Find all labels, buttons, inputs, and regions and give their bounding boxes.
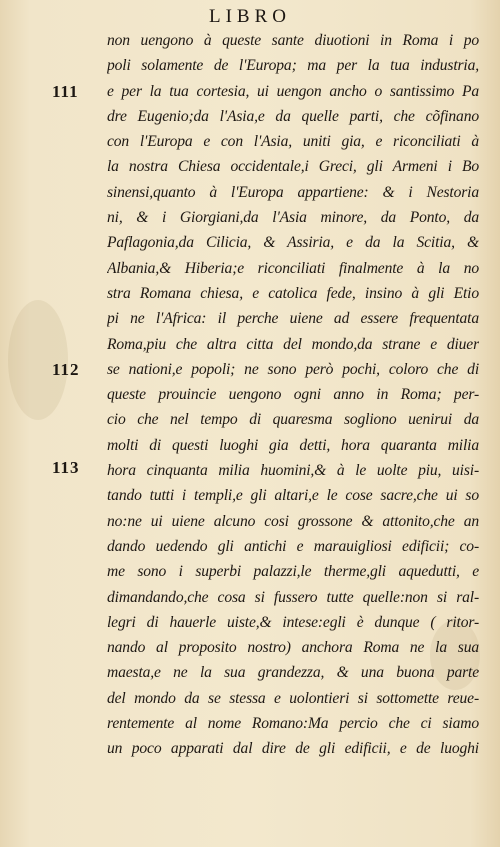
text-line: con l'Europa e con l'Asia, uniti gia, e riconciliati à bbox=[107, 133, 479, 151]
text-line: me sono i superbi palazzi,le therme,gli aquedutti, e bbox=[107, 563, 479, 581]
text-line: e per la tua cortesia, ui uengon ancho o santissimo Pa bbox=[107, 82, 479, 100]
text-line: un poco apparati dal dire de gli edificii, e de luoghi bbox=[107, 740, 479, 758]
text-line: maesta,e ne la sua grandezza, & una buona parte bbox=[107, 664, 479, 682]
text-line: dre Eugenio;da l'Asia,e da quelle parti, che cõfinano bbox=[107, 107, 479, 125]
text-line: Albania,& Hiberia;e riconciliati finalmente à la no bbox=[107, 259, 479, 277]
running-head: LIBRO bbox=[209, 6, 291, 27]
text-line: molti di questi luoghi gia detti, hora quaranta milia bbox=[107, 436, 479, 454]
text-line: legri di hauerle uiste,& intese:egli è dunque ( ritor- bbox=[107, 613, 479, 631]
text-line: Roma,piu che altra citta del mondo,da strane e diuer bbox=[107, 335, 479, 353]
text-line: del mondo da se stessa e uolontieri si sottomette reue- bbox=[107, 689, 479, 707]
margin-note: 113 bbox=[52, 458, 80, 477]
text-line: poli solamente de l'Europa; ma per la tua industria, bbox=[107, 57, 479, 75]
text-line: hora cinquanta milia huomini,& à le uolte piu, uisi- bbox=[107, 462, 479, 480]
text-line: cio che nel tempo di quaresma sogliono uenirui da bbox=[107, 411, 479, 429]
text-line: dimandando,che cosa si fussero tutte quelle:non si ral- bbox=[107, 588, 479, 606]
text-line: ni, & i Giorgiani,da l'Asia minore, da Ponto, da bbox=[107, 209, 479, 227]
text-line: sinensi,quanto à l'Europa appartiene: & i Nestoria bbox=[107, 183, 479, 201]
text-line: tando tutti i templi,e gli altari,e le cose sacre,che ui so bbox=[107, 487, 479, 505]
text-line: la nostra Chiesa occidentale,i Greci, gli Armeni i Bo bbox=[107, 158, 479, 176]
margin-note: 112 bbox=[52, 360, 80, 379]
text-line: Paflagonia,da Cilicia, & Assiria, e da la Scitia, & bbox=[107, 234, 479, 252]
text-line: se nationi,e popoli; ne sono però pochi, coloro che di bbox=[107, 360, 479, 378]
text-line: no:ne ui uiene alcuno cosi grossone & attonito,che an bbox=[107, 512, 479, 530]
text-line: rentemente al nome Romano:Ma percio che ci siamo bbox=[107, 715, 479, 733]
text-line: dando uedendo gli antichi e marauigliosi edificii; co- bbox=[107, 537, 479, 555]
text-line: pi ne l'Africa: il perche uiene ad essere frequentata bbox=[107, 310, 479, 328]
text-block bbox=[107, 28, 479, 762]
text-line: stra Romana chiesa, e catolica fede, insino à gli Etio bbox=[107, 284, 479, 302]
margin-note: 111 bbox=[52, 82, 79, 101]
text-line: nando al proposito nostro) anchora Roma ne la sua bbox=[107, 639, 479, 657]
text-line: queste prouincie uengono ogni anno in Roma; per- bbox=[107, 386, 479, 404]
text-line: non uengono à queste sante diuotioni in Roma i po bbox=[107, 32, 479, 49]
